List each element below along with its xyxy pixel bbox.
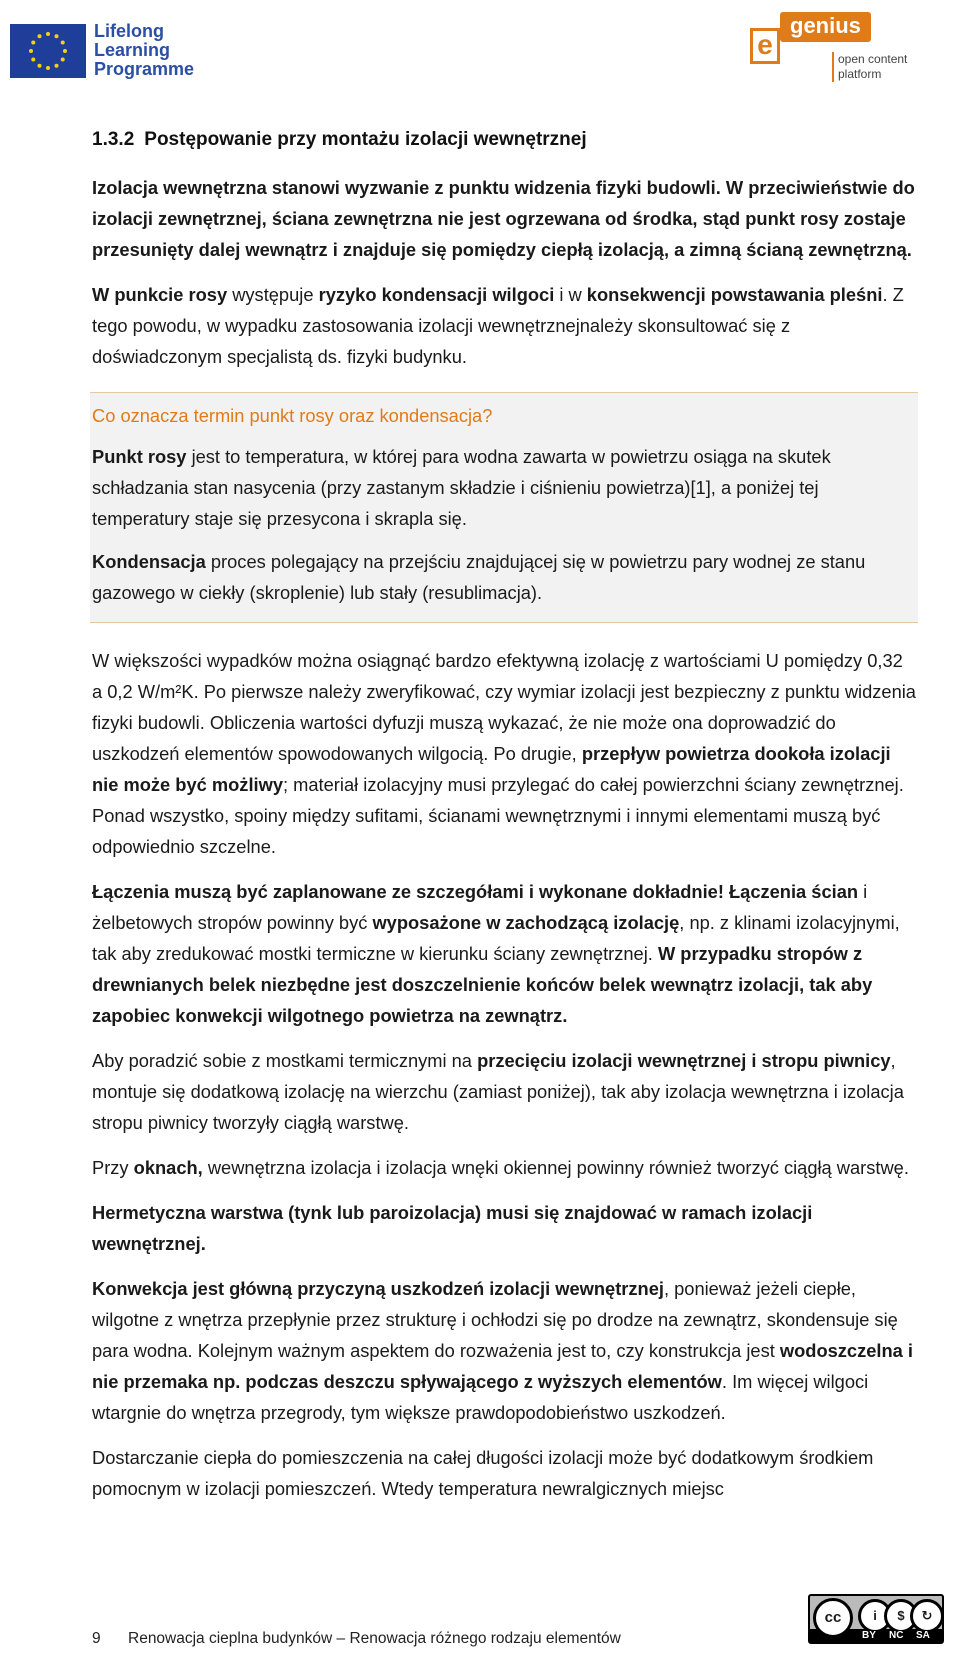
llp-line-1: Lifelong <box>94 21 164 41</box>
thermal-bridges-paragraph: Aby poradzić sobie z mostkami termicznymi na przecięciu izolacji wewnętrznej i stropu piwnicy, montuje się dodatkową izolację na wierzchu (zamiast poniżej), tak aby izolacja wewnętrzna i izolacja stropu piwnicy tworzyły ciągłą warstwę. <box>92 1050 904 1133</box>
eu-star-icon <box>31 58 35 62</box>
dew-point-risk-paragraph: W punkcie rosy występuje ryzyko kondensacji wilgoci i w konsekwencji powstawania pleśni. Z tego powodu, w wypadku zastosowania izolacji wewnętrznejnależy skonsultować się z doświadczonym specjalistą ds. fizyki budynku. <box>92 284 904 367</box>
heat-supply-paragraph: Dostarczanie ciepła do pomieszczenia na całej długości izolacji może być dodatkowym środkiem pomocnym w izolacji pomieszczeń. Wtedy temperatura newralgicznych miejsc <box>92 1447 874 1499</box>
llp-line-2: Learning <box>94 40 171 60</box>
egenius-subtitle <box>832 52 907 82</box>
page-footer <box>92 1630 621 1648</box>
sharealike-icon: ↻ <box>910 1599 944 1633</box>
egenius-sub-line-1: open content <box>838 52 908 66</box>
attribution-icon: i <box>858 1599 892 1633</box>
eu-star-icon <box>61 58 65 62</box>
lifelong-learning-logo <box>10 21 195 84</box>
egenius-wordmark: genius <box>780 12 871 42</box>
u-value-paragraph: W większości wypadków można osiągnąć bardzo efektywną izolację z wartościami U pomiędzy 0,32 a 0,2 W/m²K. Po pierwsze należy zweryfikować, czy wymiar izolacji jest bezpieczny z punktu widzenia fizyki budowli. Obliczenia wartości dyfuzji muszą wykazać, że nie może ona doprowadzić do uszkodzeń elementów spowodowanych wilgocią. Po drugie, przepływ powietrza dookoła izolacji nie może być możliwy; materiał izolacyjny musi przylegać do całej powierzchni ściany zewnętrznej. Ponad wszystko, spoiny między sufitami, ścianami wewnętrznymi i innymi elementami muszą być odpowiednio szczelne. <box>92 650 916 857</box>
dew-point-definition: Punkt rosy jest to temperatura, w której para wodna zawarta w powietrzu osiąga na skutek schładzania stan nasycenia (przy zastanym składzie i ciśnieniu powietrza)[1], a poniżej tej temperatury staje się przesycona i skrapla się. <box>92 446 831 529</box>
eu-star-icon <box>55 34 59 38</box>
eu-star-icon <box>63 49 67 53</box>
eu-star-icon <box>38 64 42 68</box>
cc-label-sa: SA <box>916 1630 930 1641</box>
windows-paragraph: Przy oknach, wewnętrzna izolacja i izolacja wnęki okiennej powinny również tworzyć ciągłą warstwę. <box>92 1157 909 1178</box>
llp-line-3: Programme <box>94 59 195 79</box>
cc-label-by: BY <box>862 1630 876 1641</box>
section-title: Postępowanie przy montażu izolacji wewnętrznej <box>144 129 587 150</box>
page-number: 9 <box>92 1630 101 1647</box>
airtight-layer-paragraph: Hermetyczna warstwa (tynk lub paroizolacja) musi się znajdować w ramach izolacji wewnętrznej. <box>92 1202 813 1254</box>
intro-paragraph: Izolacja wewnętrzna stanowi wyzwanie z punktu widzenia fizyki budowli. W przeciwieństwie do izolacji zewnętrznej, ściana zewnętrzna nie jest ogrzewana od środka, stąd punkt rosy zostaje przesunięty dalej wewnątrz i znajduje się pomiędzy ciepłą izolacją, a zimną ścianą zewnętrzną. <box>92 177 915 260</box>
egenius-sub-line-2: platform <box>838 67 882 81</box>
condensation-definition: Kondensacja proces polegający na przejściu znajdującej się w powietrzu pary wodnej ze stanu gazowego w ciekły (skroplenie) lub stały (resublimacja). <box>92 551 866 603</box>
eu-flag-icon <box>10 24 86 78</box>
egenius-logo <box>746 4 918 90</box>
definition-box <box>90 392 918 623</box>
convection-paragraph: Konwekcja jest główną przyczyną uszkodzeń izolacji wewnętrznej, ponieważ jeżeli ciepłe, wilgotne z wnętrza przepłynie przez strukturę i ochłodzi się po drodze na zewnątrz, skondensuje się para wodna. Kolejnym ważnym aspektem do rozważenia jest to, czy konstrukcja jest wodoszczelna i nie przemaka np. podczas deszczu spływającego z wyższych elementów. Im więcej wilgoci wtargnie do wnętrza przegrody, tym większe prawdopodobieństwo uszkodzeń. <box>92 1278 913 1423</box>
cc-label-nc: NC <box>889 1630 904 1641</box>
definition-box-title: Co oznacza termin punkt rosy oraz kondensacja? <box>92 405 493 426</box>
document-body <box>92 126 916 1518</box>
eu-star-icon <box>46 66 50 70</box>
creative-commons-badge <box>808 1594 944 1644</box>
eu-star-icon <box>29 49 33 53</box>
egenius-e-mark: e <box>750 28 780 64</box>
section-heading <box>92 126 916 154</box>
joints-paragraph: Łączenia muszą być zaplanowane ze szczegółami i wykonane dokładnie! Łączenia ścian i żelbetowych stropów powinny być wyposażone w zachodzącą izolację, np. z klinami izolacyjnymi, tak aby zredukować mostki termiczne w kierunku ściany zewnętrznej. W przypadku stropów z drewnianych belek niezbędne jest doszczelnienie końców belek wewnątrz izolacji, tak aby zapobiec konwekcji wilgotnego powietrza na zewnątrz. <box>92 881 900 1026</box>
eu-star-icon <box>55 64 59 68</box>
eu-star-icon <box>38 34 42 38</box>
eu-star-icon <box>61 41 65 45</box>
footer-title: Renowacja cieplna budynków – Renowacja różnego rodzaju elementów <box>128 1630 621 1647</box>
noncommercial-icon: $ <box>884 1599 918 1633</box>
section-number: 1.3.2 <box>92 129 135 150</box>
cc-icon: cc <box>813 1598 853 1638</box>
eu-star-icon <box>46 32 50 36</box>
eu-star-icon <box>31 41 35 45</box>
